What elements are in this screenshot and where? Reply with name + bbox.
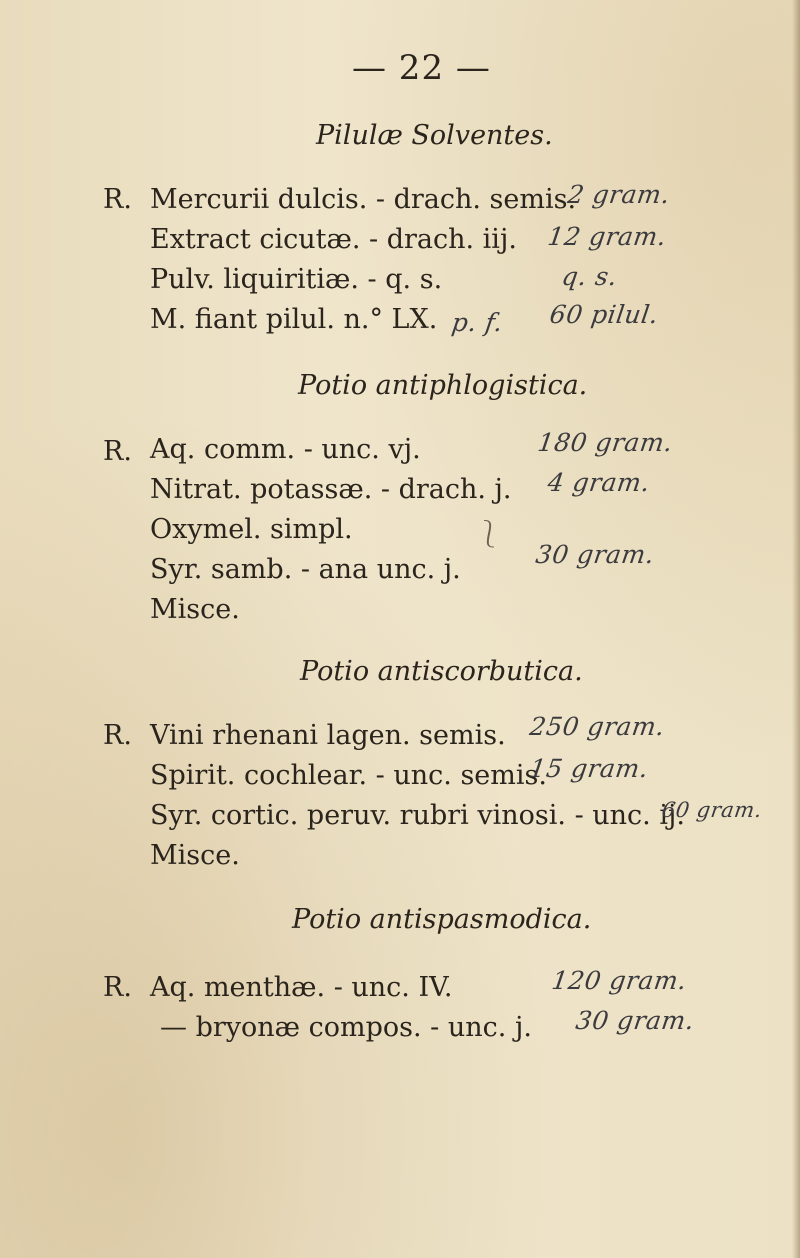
prescription-line: Vini rhenani lagen. semis.: [150, 720, 506, 751]
prescription-line: Aq. comm. - unc. vj.: [150, 434, 421, 465]
prescription-line: Mercurii dulcis. - drach. semis.: [150, 184, 577, 215]
prescription-line: Nitrat. potassæ. - drach. j.: [150, 474, 512, 505]
prescription-line: Misce.: [150, 594, 240, 625]
prescription-line: Pulv. liquiritiæ. - q. s.: [150, 264, 443, 295]
prescription-line: Syr. samb. - ana unc. j.: [150, 554, 461, 585]
handwritten-annotation: 180 gram.: [535, 428, 675, 457]
brace-mark: ⎱: [476, 520, 503, 550]
prescription-line: Aq. menthæ. - unc. IV.: [150, 972, 453, 1003]
prescription-line: M. fiant pilul. n.° LX.: [150, 304, 438, 335]
page-edge-shadow: [792, 0, 800, 1258]
section-heading-potio-antiphlogistica: Potio antiphlogistica.: [298, 370, 588, 401]
recipe-symbol: R.: [103, 720, 132, 751]
recipe-symbol: R.: [103, 436, 132, 467]
section-heading-potio-antispasmodica: Potio antispasmodica.: [292, 904, 592, 935]
page-number: — 22 —: [352, 48, 491, 88]
handwritten-annotation: q. s.: [559, 262, 620, 291]
prescription-line: Oxymel. simpl.: [150, 514, 353, 545]
handwritten-annotation: 2 gram.: [565, 180, 672, 209]
handwritten-annotation: 250 gram.: [527, 712, 667, 741]
handwritten-annotation: 4 gram.: [545, 468, 652, 497]
handwritten-annotation: 60 pilul.: [547, 300, 661, 329]
handwritten-annotation: 30 gram.: [573, 1006, 697, 1035]
prescription-line: Syr. cortic. peruv. rubri vinosi. - unc. ij.: [150, 800, 685, 831]
recipe-symbol: R.: [103, 184, 132, 215]
handwritten-annotation: p. f.: [449, 308, 505, 337]
handwritten-annotation: 60 gram.: [660, 798, 764, 822]
handwritten-annotation: 12 gram.: [545, 222, 669, 251]
prescription-line: Extract cicutæ. - drach. iij.: [150, 224, 517, 255]
section-heading-potio-antiscorbutica: Potio antiscorbutica.: [300, 656, 583, 687]
prescription-line: Spirit. cochlear. - unc. semis.: [150, 760, 547, 791]
handwritten-annotation: 30 gram.: [533, 540, 657, 569]
recipe-symbol: R.: [103, 972, 132, 1003]
section-heading-pilulae-solventes: Pilulæ Solventes.: [316, 120, 553, 151]
prescription-line: — bryonæ compos. - unc. j.: [160, 1012, 532, 1043]
handwritten-annotation: 15 gram.: [527, 754, 651, 783]
handwritten-annotation: 120 gram.: [549, 966, 689, 995]
prescription-line: Misce.: [150, 840, 240, 871]
